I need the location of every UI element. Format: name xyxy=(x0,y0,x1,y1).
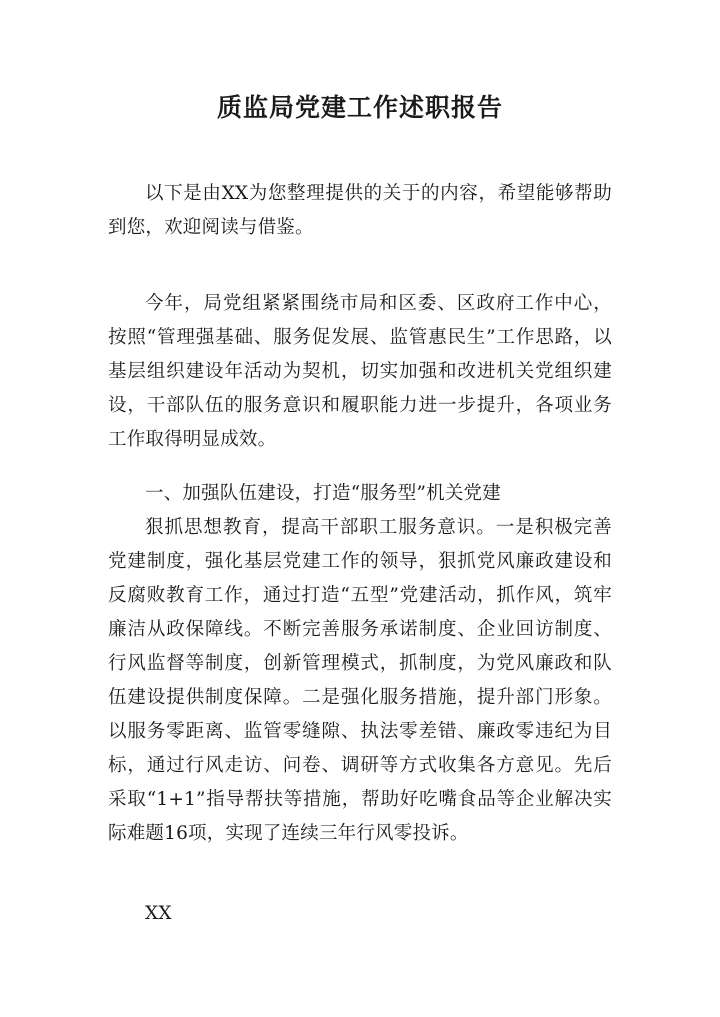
body-paragraph-2: 狠抓思想教育，提高干部职工服务意识。一是积极完善党建制度，强化基层党建工作的领导，狠抓党风廉政建设和反腐败教育工作，通过打造“五型”党建活动，抓作风，筑牢廉洁从政保障线。不断完善服务承诺制度、企业回访制度、行风监督等制度，创新管理模式，抓制度，为党风廉政和队伍建设提供制度保障。二是强化服务措施，提升部门形象。以服务零距离、监管零缝隙、执法零差错、廉政零违纪为目标，通过行风走访、问卷、调研等方式收集各方意见。先后采取“1+1”指导帮扶等措施，帮助好吃嘴食品等企业解决实际难题16项，实现了连续三年行风零投诉。 xyxy=(108,517,612,844)
section-heading-1: 一、加强队伍建设，打造“服务型”机关党建 xyxy=(145,483,501,504)
trailing-text: XX xyxy=(145,903,172,924)
document-title: 质监局党建工作述职报告 xyxy=(216,93,503,122)
intro-paragraph: 以下是由XX为您整理提供的关于的内容，希望能够帮助到您，欢迎阅读与借鉴。 xyxy=(108,183,612,238)
body-paragraph-1: 今年，局党组紧紧围绕市局和区委、区政府工作中心，按照“管理强基础、服务促发展、监管惠民生”工作思路，以基层组织建设年活动为契机，切实加强和改进机关党组织建设，干部队伍的服务意识和履职能力进一步提升，各项业务工作取得明显成效。 xyxy=(108,293,612,450)
